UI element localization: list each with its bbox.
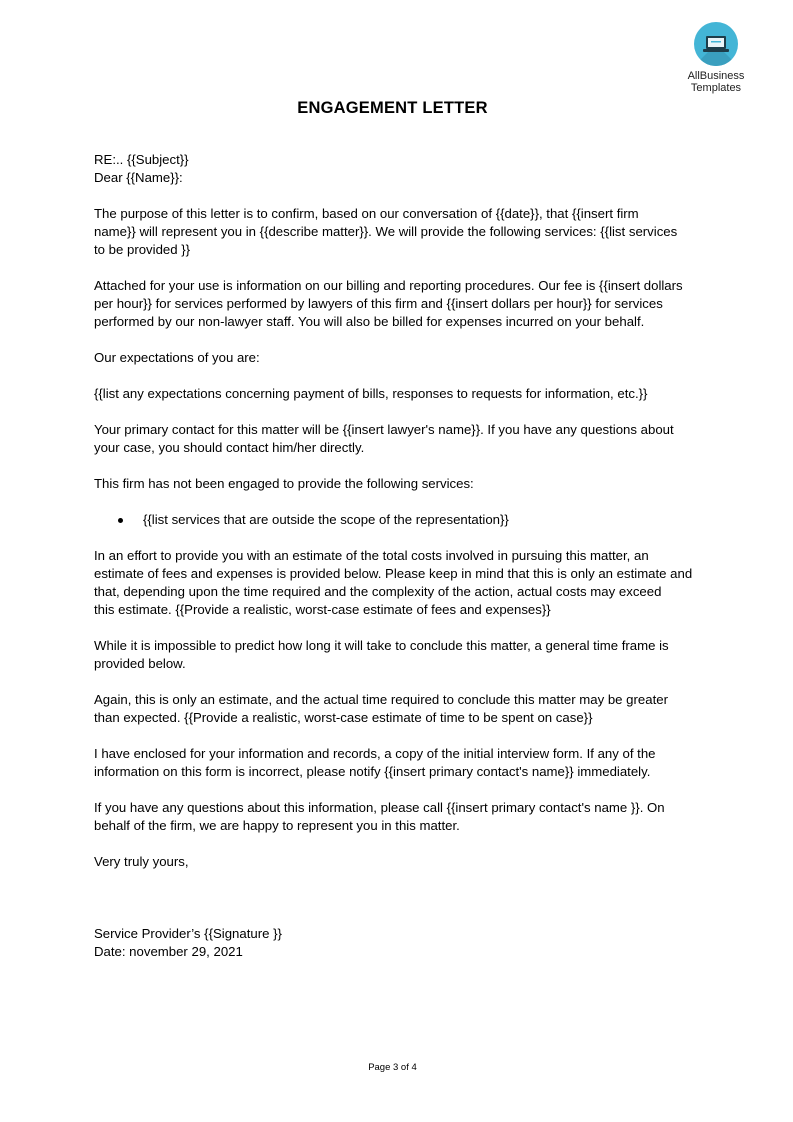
- expectations-list: {{list any expectations concerning payment of bills, responses to requests for information, etc.}}: [94, 386, 648, 401]
- logo-line-1: AllBusiness: [687, 70, 745, 82]
- purpose-line-2: name}} will represent you in {{describe matter}}. We will provide the following services: {{list services: [94, 224, 678, 239]
- again-line-2: than expected. {{Provide a realistic, worst-case estimate of time to be spent on case}}: [94, 710, 593, 725]
- expectations-intro: Our expectations of you are:: [94, 350, 260, 365]
- closing: Very truly yours,: [94, 854, 189, 869]
- salutation: Dear {{Name}}:: [94, 170, 183, 185]
- list-item-text: {{list services that are outside the scope of the representation}}: [143, 512, 509, 527]
- questions-line-2: behalf of the firm, we are happy to represent you in this matter.: [94, 818, 460, 833]
- billing-line-2: per hour}} for services performed by lawyers of this firm and {{insert dollars per hour}} for services: [94, 296, 663, 311]
- estimate-line-2: estimate of fees and expenses is provided below. Please keep in mind that this is only an estimate and: [94, 566, 693, 581]
- signature-line: Service Provider’s {{Signature }}: [94, 926, 282, 941]
- questions-line-1: If you have any questions about this information, please call {{insert primary contact's name }}. On: [94, 800, 665, 815]
- billing-line-3: performed by our non-lawyer staff. You will also be billed for expenses incurred on your behalf.: [94, 314, 645, 329]
- billing-line-1: Attached for your use is information on our billing and reporting procedures. Our fee is {{insert dollars: [94, 278, 683, 293]
- company-logo: [678, 22, 754, 94]
- timeframe-line-2: provided below.: [94, 656, 186, 671]
- not-engaged-line: This firm has not been engaged to provide the following services:: [94, 476, 474, 491]
- bullet-icon: [118, 518, 123, 523]
- purpose-line-1: The purpose of this letter is to confirm, based on our conversation of {{date}}, that {{insert firm: [94, 206, 639, 221]
- date-line: Date: november 29, 2021: [94, 944, 243, 959]
- enclosed-line-2: information on this form is incorrect, please notify {{insert primary contact's name}} immediately.: [94, 764, 651, 779]
- page-number: Page 3 of 4: [368, 1062, 417, 1073]
- again-line-1: Again, this is only an estimate, and the actual time required to conclude this matter may be greater: [94, 692, 668, 707]
- estimate-line-4: this estimate. {{Provide a realistic, worst-case estimate of fees and expenses}}: [94, 602, 551, 617]
- list-item: [94, 511, 706, 529]
- contact-line-2: your case, you should contact him/her directly.: [94, 440, 365, 455]
- estimate-line-3: that, depending upon the time required and the complexity of the action, actual costs may exceed: [94, 584, 662, 599]
- enclosed-line-1: I have enclosed for your information and records, a copy of the initial interview form. If any of the: [94, 746, 656, 761]
- logo-line-2: Templates: [690, 82, 742, 94]
- estimate-line-1: In an effort to provide you with an estimate of the total costs involved in pursuing this matter, an: [94, 548, 649, 563]
- purpose-line-3: to be provided }}: [94, 242, 191, 257]
- page-title: ENGAGEMENT LETTER: [297, 99, 488, 117]
- laptop-icon: [694, 22, 738, 66]
- letter-body: [94, 151, 706, 961]
- timeframe-line-1: While it is impossible to predict how long it will take to conclude this matter, a general time frame is: [94, 638, 669, 653]
- re-line: RE:.. {{Subject}}: [94, 152, 189, 167]
- contact-line-1: Your primary contact for this matter will be {{insert lawyer's name}}. If you have any questions about: [94, 422, 674, 437]
